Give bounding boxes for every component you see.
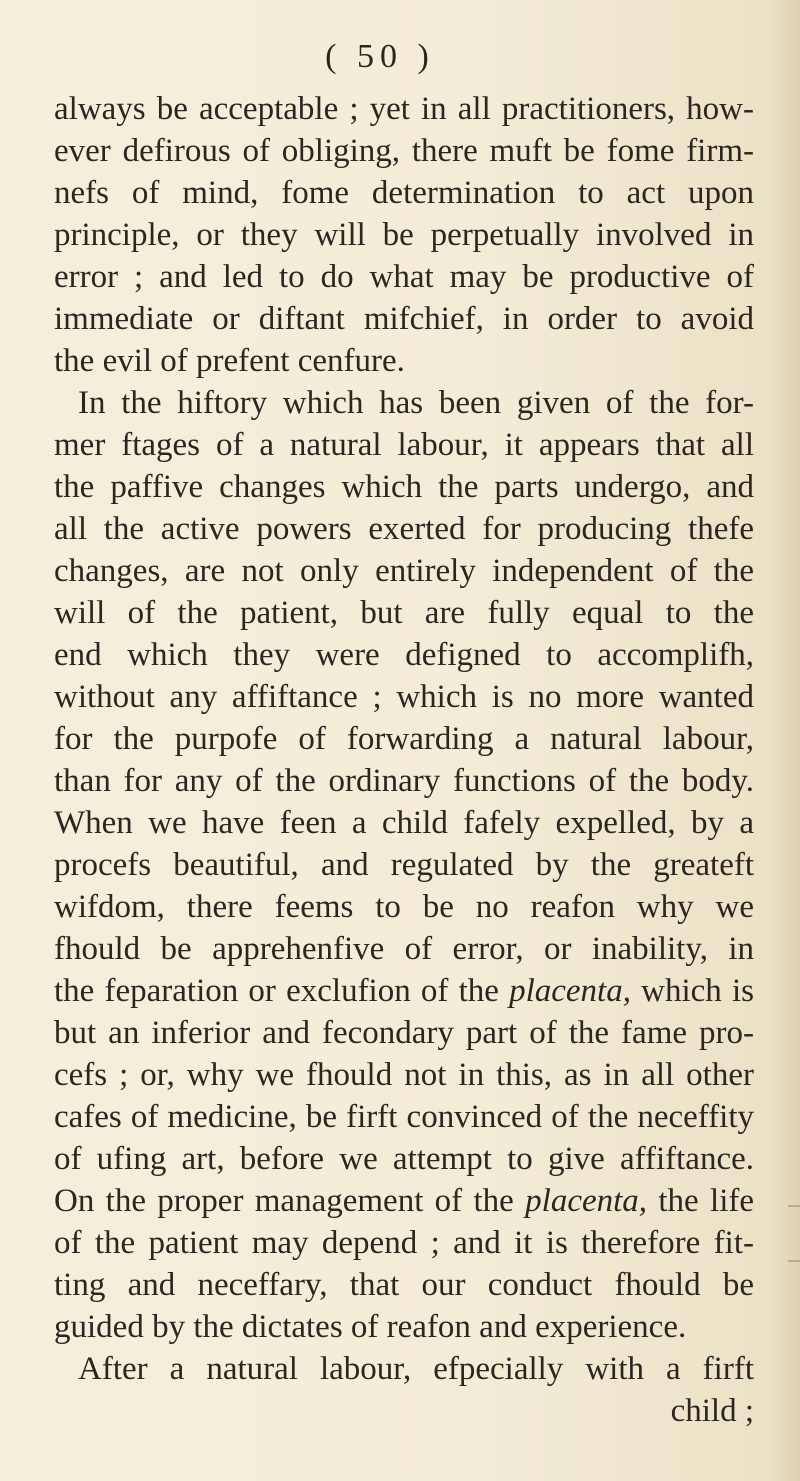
- text-segment: guided by the dictates of reafon and experience.: [54, 1309, 687, 1345]
- text-line: [54, 508, 754, 550]
- text-line: [54, 970, 754, 1012]
- text-segment: cafes of medicine, be firft convinced of the neceffity: [54, 1099, 754, 1135]
- text-segment: the feparation or exclufion of the: [54, 973, 510, 1009]
- text-line: [54, 592, 754, 634]
- text-line: [54, 424, 754, 466]
- text-line: [54, 1096, 754, 1138]
- italic-term: placenta,: [525, 1183, 648, 1219]
- text-line: [54, 886, 754, 928]
- text-line: [54, 88, 754, 130]
- text-line: [54, 130, 754, 172]
- text-segment: for the purpofe of forwarding a natural labour,: [54, 721, 754, 757]
- body-text: [54, 88, 754, 1432]
- text-segment: than for any of the ordinary functions of the body.: [54, 763, 754, 799]
- text-line: [54, 844, 754, 886]
- text-segment: principle, or they will be perpetually involved in: [54, 217, 754, 253]
- text-segment: ever defirous of obliging, there muft be fome firm-: [54, 133, 754, 169]
- text-line: [54, 1180, 754, 1222]
- text-segment: the evil of prefent cenfure.: [54, 343, 405, 379]
- text-line: [54, 550, 754, 592]
- text-segment: In the hiftory which has been given of the for-: [78, 385, 754, 421]
- text-line: [54, 760, 754, 802]
- text-line: [54, 1222, 754, 1264]
- text-segment: cefs ; or, why we fhould not in this, as in all other: [54, 1057, 754, 1093]
- page-edge-mark: [788, 1260, 800, 1262]
- text-line: [54, 298, 754, 340]
- text-segment: mer ftages of a natural labour, it appears that all: [54, 427, 754, 463]
- text-line: [54, 340, 754, 382]
- text-line: [54, 1138, 754, 1180]
- text-segment: child ;: [670, 1393, 754, 1429]
- text-segment: procefs beautiful, and regulated by the greateft: [54, 847, 754, 883]
- text-line: [54, 1264, 754, 1306]
- text-line: [54, 172, 754, 214]
- text-segment: error ; and led to do what may be productive of: [54, 259, 754, 295]
- text-segment: the life: [647, 1183, 754, 1219]
- text-line: [54, 1054, 754, 1096]
- text-segment: which is: [630, 973, 754, 1009]
- text-line: [54, 1306, 754, 1348]
- text-line: [54, 382, 754, 424]
- text-segment: ting and neceffary, that our conduct fhould be: [54, 1267, 754, 1303]
- text-line: [54, 256, 754, 298]
- text-line: [54, 802, 754, 844]
- text-segment: always be acceptable ; yet in all practitioners, how-: [54, 91, 754, 127]
- text-line: [54, 928, 754, 970]
- text-segment: of ufing art, before we attempt to give affiftance.: [54, 1141, 754, 1177]
- text-line: [54, 718, 754, 760]
- text-segment: the paffive changes which the parts undergo, and: [54, 469, 754, 505]
- text-line: [54, 676, 754, 718]
- text-segment: When we have feen a child fafely expelled, by a: [54, 805, 754, 841]
- text-line: [54, 1348, 754, 1390]
- text-segment: wifdom, there feems to be no reafon why we: [54, 889, 754, 925]
- text-line: [54, 466, 754, 508]
- page-edge-mark: [788, 1205, 800, 1207]
- catchword: [54, 1390, 754, 1432]
- page-number: ( 50 ): [325, 38, 435, 75]
- text-segment: immediate or diftant mifchief, in order to avoid: [54, 301, 754, 337]
- text-segment: fhould be apprehenfive of error, or inability, in: [54, 931, 754, 967]
- text-segment: will of the patient, but are fully equal to the: [54, 595, 754, 631]
- text-segment: without any affiftance ; which is no more wanted: [54, 679, 754, 715]
- text-segment: of the patient may depend ; and it is therefore fit-: [54, 1225, 754, 1261]
- text-segment: but an inferior and fecondary part of the fame pro-: [54, 1015, 754, 1051]
- text-line: [54, 634, 754, 676]
- text-line: [54, 214, 754, 256]
- text-segment: nefs of mind, fome determination to act upon: [54, 175, 754, 211]
- text-segment: On the proper management of the: [54, 1183, 526, 1219]
- text-line: [54, 1012, 754, 1054]
- italic-term: placenta,: [509, 973, 631, 1009]
- text-segment: After a natural labour, efpecially with a firft: [78, 1351, 754, 1387]
- text-segment: end which they were defigned to accomplifh,: [54, 637, 754, 673]
- text-segment: changes, are not only entirely independent of the: [54, 553, 754, 589]
- text-segment: all the active powers exerted for producing thefe: [54, 511, 754, 547]
